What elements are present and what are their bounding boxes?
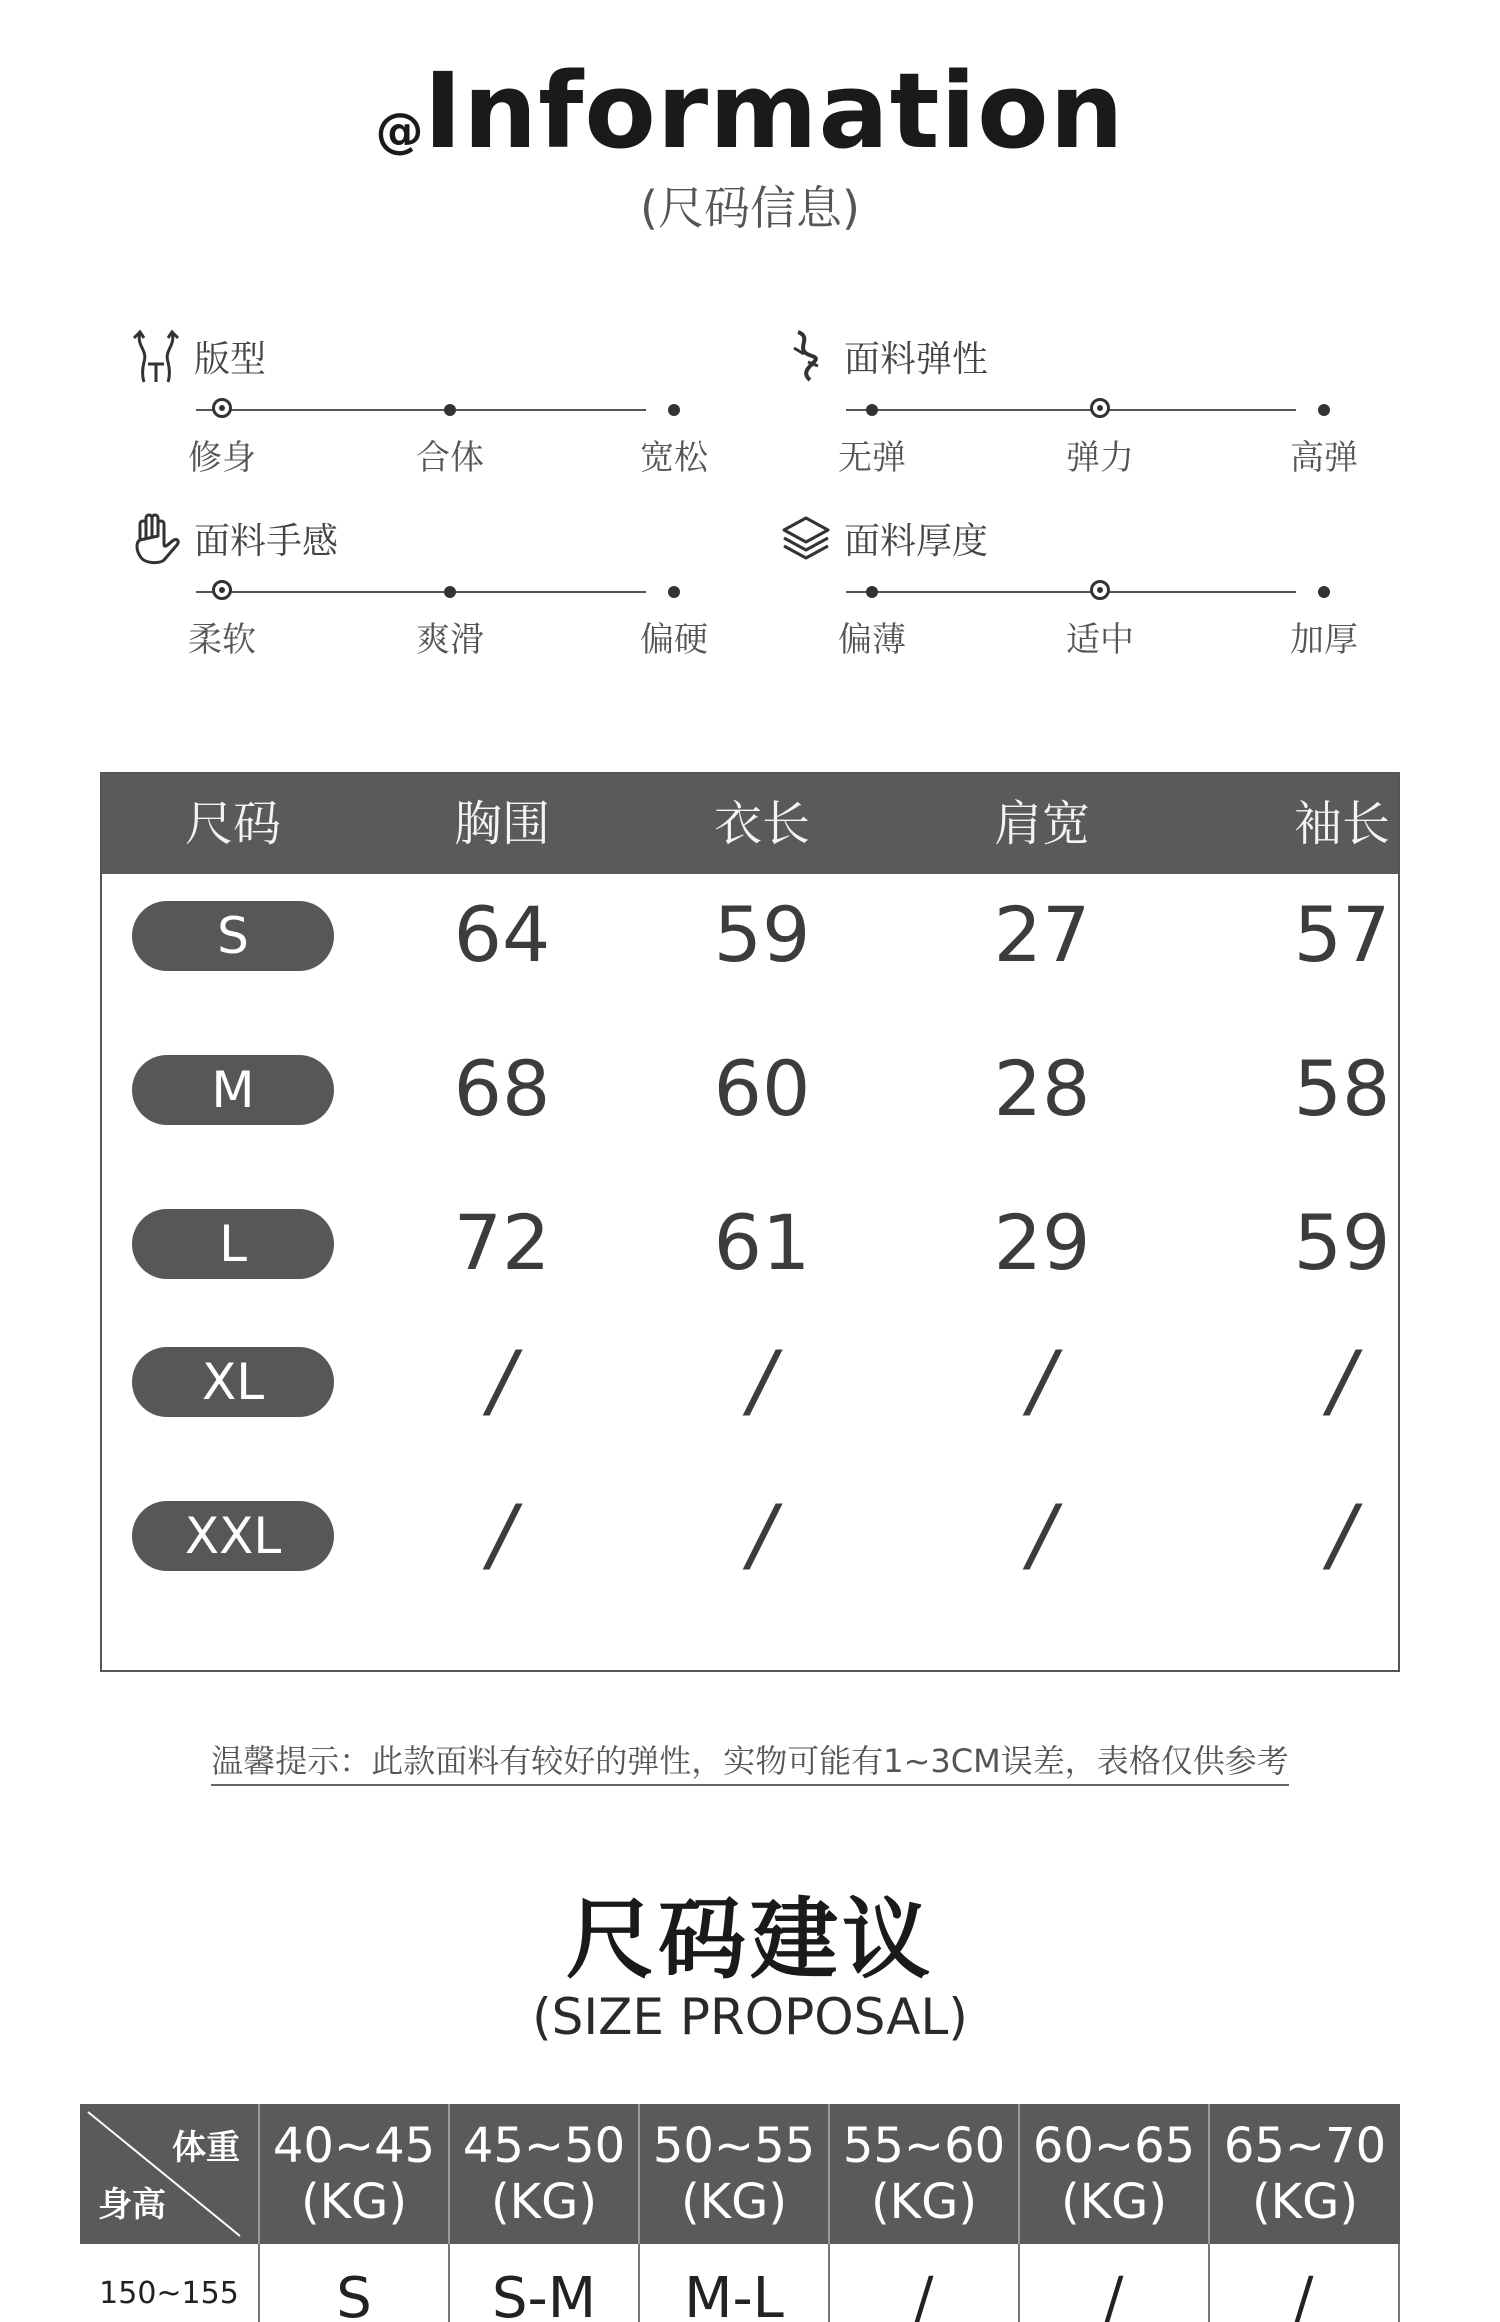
weight-range: 50~55 [652, 2118, 816, 2174]
size-row-s [102, 850, 1398, 1004]
weight-range: 40~45 [272, 2118, 436, 2174]
attribute-option: 柔软 [188, 620, 256, 660]
attribute-option: 合体 [416, 438, 484, 478]
attribute-header [776, 508, 988, 568]
attribute-scale-line [196, 591, 646, 593]
attribute-option: 高弹 [1290, 438, 1358, 478]
attribute-label: 版型 [194, 338, 267, 380]
size-cell: 60 [713, 1044, 811, 1133]
size-row-xl [102, 1296, 1398, 1450]
attribute-option: 修身 [188, 438, 256, 478]
size-cell: 59 [713, 890, 811, 979]
size-row-m [102, 1004, 1398, 1158]
attribute-option: 爽滑 [416, 620, 484, 660]
scale-dot [1318, 404, 1330, 416]
size-pill: S [132, 901, 334, 971]
scale-dot-selected [1090, 580, 1110, 600]
attribute-option: 无弹 [838, 438, 906, 478]
weight-range: 60~65 [1032, 2118, 1196, 2174]
weight-unit: (KG) [680, 2174, 788, 2230]
size-cell: / [1328, 1334, 1356, 1427]
attribute-option: 弹力 [1066, 438, 1134, 478]
scale-dot [866, 586, 878, 598]
size-cell: 64 [453, 890, 551, 979]
attribute-header [776, 326, 988, 386]
scale-dot-selected [212, 398, 232, 418]
attribute-option: 偏薄 [838, 620, 906, 660]
attribute-option: 宽松 [640, 438, 708, 478]
weight-range: 65~70 [1223, 2118, 1387, 2174]
proposal-row [80, 2244, 1400, 2322]
weight-column-1 [450, 2104, 640, 2244]
proposal-cell: / [1020, 2244, 1210, 2322]
weight-unit: (KG) [1251, 2174, 1359, 2230]
header-shoulder: 肩宽 [993, 796, 1090, 852]
header-chest: 胸围 [453, 796, 550, 852]
attribute-scale-line [196, 409, 646, 411]
attribute-scale-line [846, 591, 1296, 593]
weight-unit: (KG) [1060, 2174, 1168, 2230]
scale-dot [444, 404, 456, 416]
attribute-option: 加厚 [1290, 620, 1358, 660]
weight-column-4 [1020, 2104, 1210, 2244]
size-cell: 57 [1293, 890, 1391, 979]
scale-dot [1318, 586, 1330, 598]
scale-dot-selected [212, 580, 232, 600]
proposal-cell: M-L [640, 2244, 830, 2322]
attribute-label: 面料厚度 [844, 520, 989, 562]
size-cell: / [748, 1334, 776, 1427]
attribute-3 [776, 508, 1358, 668]
attribute-2 [126, 508, 708, 668]
title-text: Information [423, 50, 1125, 172]
layers-icon [776, 508, 836, 568]
proposal-table [80, 2104, 1400, 2322]
size-cell: / [488, 1488, 516, 1581]
size-cell: / [488, 1334, 516, 1427]
title-at: @ [375, 103, 424, 159]
header-sleeve: 袖长 [1293, 796, 1390, 852]
attribute-header [126, 326, 266, 386]
attribute-header [126, 508, 338, 568]
proposal-subtitle: (SIZE PROPOSAL) [532, 1988, 968, 2046]
size-pill: XL [132, 1347, 334, 1417]
attribute-1 [776, 326, 1358, 486]
proposal-title: 尺码建议 [565, 1888, 934, 1991]
size-pill: L [132, 1209, 334, 1279]
size-table [100, 772, 1400, 1672]
size-cell: / [1328, 1488, 1356, 1581]
corner-height-label: 身高 [98, 2185, 166, 2225]
size-cell: 59 [1293, 1198, 1391, 1287]
attribute-scale-line [846, 409, 1296, 411]
size-cell: 28 [993, 1044, 1091, 1133]
scale-dot-selected [1090, 398, 1110, 418]
weight-column-5 [1210, 2104, 1400, 2244]
proposal-cell: S-M [450, 2244, 640, 2322]
header-length: 衣长 [713, 796, 810, 852]
size-cell: 27 [993, 890, 1091, 979]
attribute-option: 适中 [1066, 620, 1134, 660]
page-subtitle: (尺码信息) [640, 181, 860, 235]
height-range: 150~155 [80, 2244, 260, 2322]
size-cell: 72 [453, 1198, 551, 1287]
stretch-icon [776, 326, 836, 386]
body-fit-icon [126, 326, 186, 386]
size-row-xxl [102, 1450, 1398, 1604]
scale-dot [668, 586, 680, 598]
scale-dot [866, 404, 878, 416]
weight-unit: (KG) [870, 2174, 978, 2230]
proposal-corner [80, 2104, 260, 2244]
size-row-l [102, 1158, 1398, 1312]
tip-note [0, 1736, 1500, 1782]
attribute-option: 偏硬 [640, 620, 708, 660]
weight-column-2 [640, 2104, 830, 2244]
size-cell: 29 [993, 1198, 1091, 1287]
weight-column-0 [260, 2104, 450, 2244]
size-pill: M [132, 1055, 334, 1125]
size-cell: / [1028, 1334, 1056, 1427]
weight-range: 55~60 [842, 2118, 1006, 2174]
size-cell: 68 [453, 1044, 551, 1133]
scale-dot [668, 404, 680, 416]
attribute-label: 面料弹性 [844, 338, 989, 380]
weight-unit: (KG) [490, 2174, 598, 2230]
weight-column-3 [830, 2104, 1020, 2244]
weight-unit: (KG) [300, 2174, 408, 2230]
scale-dot [444, 586, 456, 598]
proposal-cell: S [260, 2244, 450, 2322]
attribute-label: 面料手感 [194, 520, 339, 562]
corner-weight-label: 体重 [172, 2128, 240, 2168]
size-cell: / [748, 1488, 776, 1581]
header-size: 尺码 [184, 796, 281, 852]
size-pill: XXL [132, 1501, 334, 1571]
proposal-cell: / [830, 2244, 1020, 2322]
tip-text: 温馨提示：此款面料有较好的弹性，实物可能有1~3CM误差，表格仅供参考 [211, 1742, 1289, 1786]
size-cell: 58 [1293, 1044, 1391, 1133]
hand-icon [126, 508, 186, 568]
size-cell: 61 [713, 1198, 811, 1287]
attribute-0 [126, 326, 708, 486]
weight-range: 45~50 [462, 2118, 626, 2174]
page-title [0, 50, 1500, 172]
size-cell: / [1028, 1488, 1056, 1581]
proposal-cell: / [1210, 2244, 1400, 2322]
